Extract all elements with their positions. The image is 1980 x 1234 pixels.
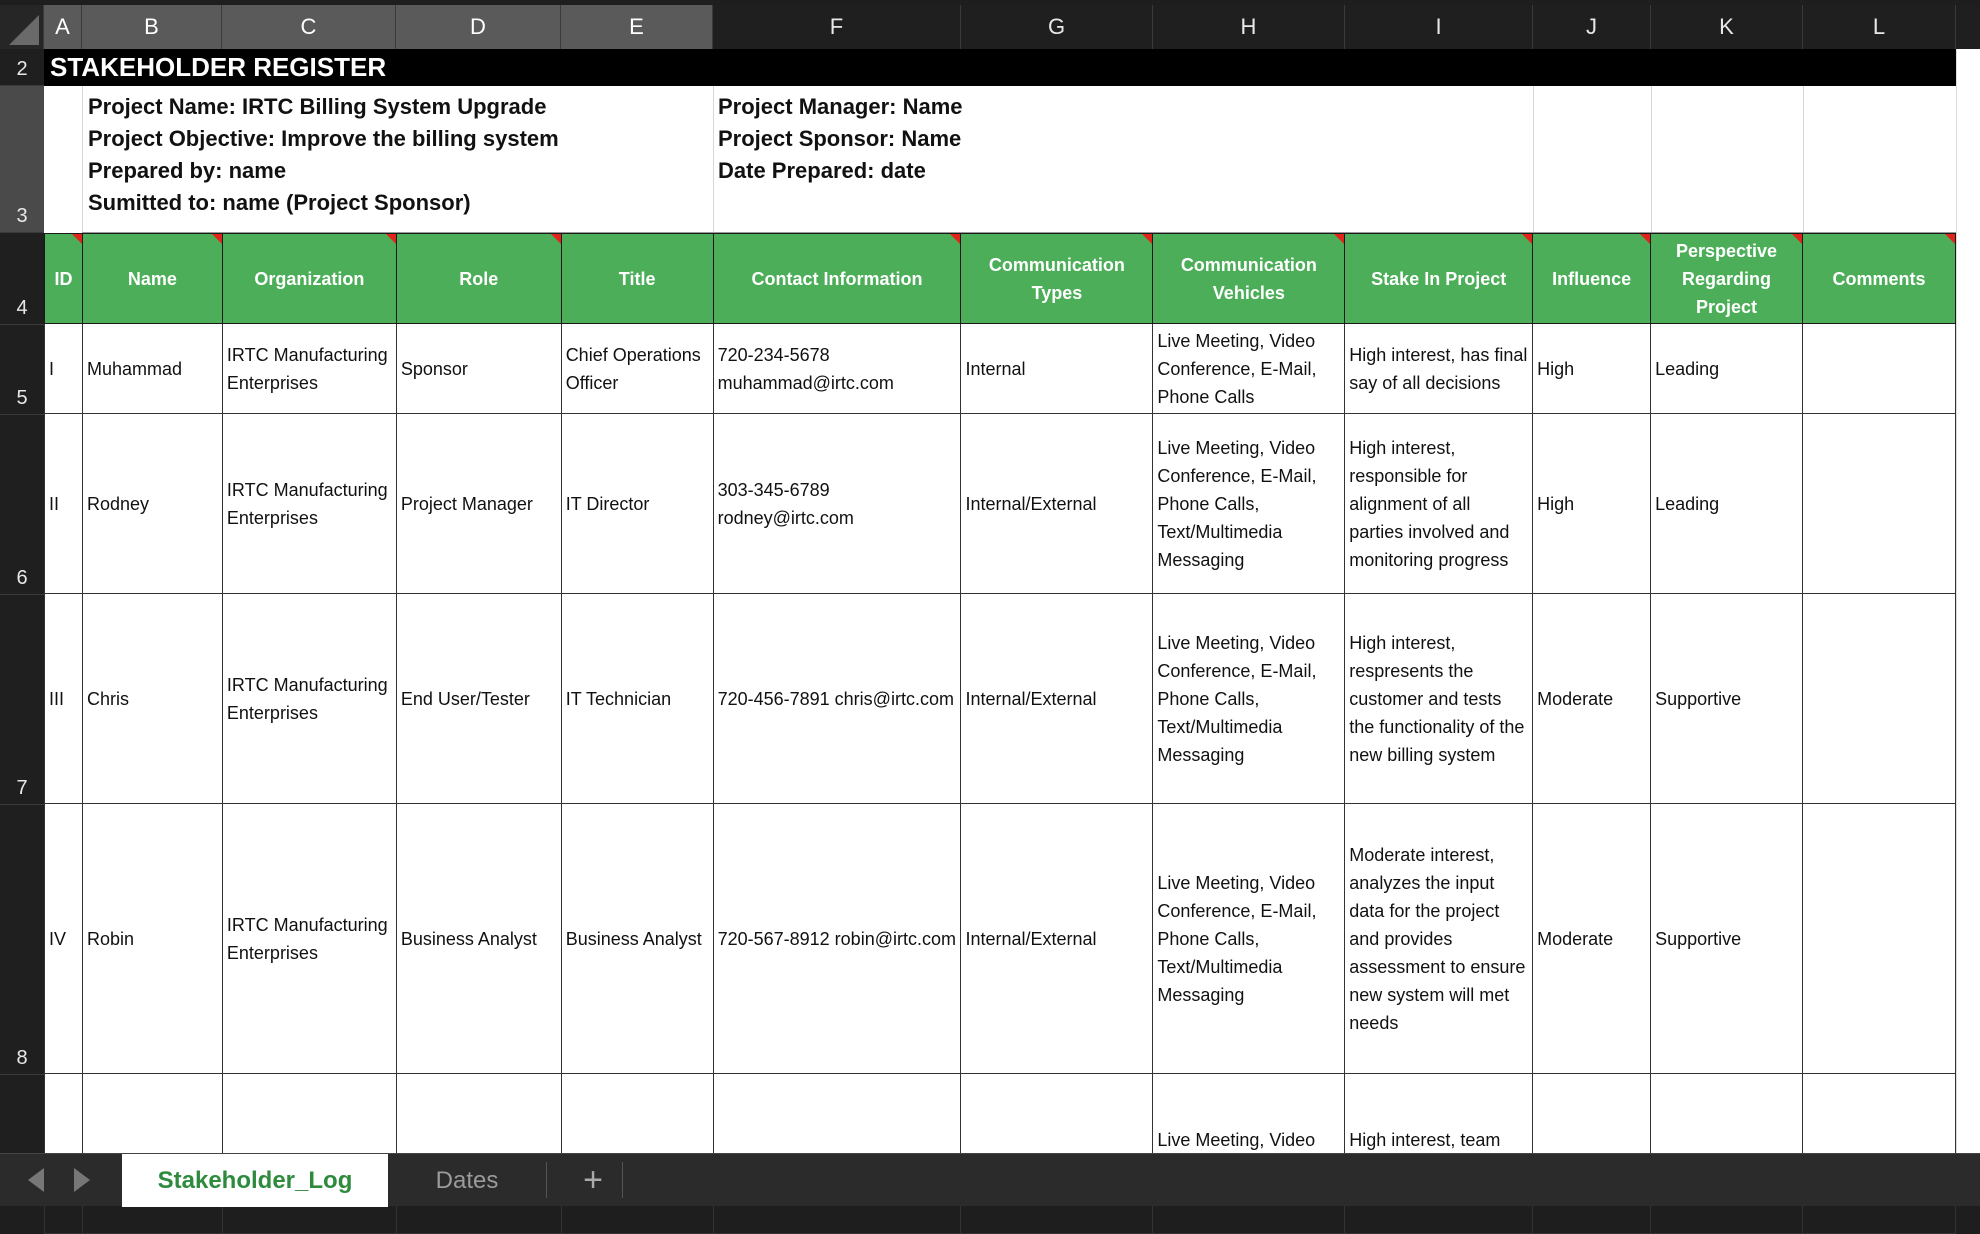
sheet-title[interactable]: STAKEHOLDER REGISTER [44,49,1956,86]
comment-flag-icon[interactable] [72,234,82,244]
cell-name[interactable]: Robin [82,804,222,1074]
cell-organization[interactable]: IRTC Manufacturing Enterprises [222,324,396,414]
cell-comments[interactable] [1802,414,1955,594]
header-cell-perspective[interactable]: Perspective Regarding Project [1651,234,1803,324]
cell-title[interactable]: Chief Operations Officer [561,324,713,414]
cell-comm-vehicles[interactable]: Live Meeting, Video Conference, E-Mail, Phone Calls [1153,324,1345,414]
col-header-l[interactable]: L [1803,5,1956,49]
cell-perspective[interactable]: Supportive [1651,594,1803,804]
col-header-k[interactable]: K [1651,5,1803,49]
row-header-2[interactable]: 2 [0,49,44,86]
cell-stake[interactable]: High interest, has final say of all decisions [1345,324,1533,414]
project-info-right[interactable] [718,91,963,187]
cell-comm-vehicles[interactable]: Live Meeting, Video Conference, E-Mail, Phone Calls, Text/Multimedia Messaging [1153,414,1345,594]
cell-comm-types[interactable]: Internal/External [961,594,1153,804]
comment-flag-icon[interactable] [1792,234,1802,244]
comment-flag-icon[interactable] [551,234,561,244]
comment-flag-icon[interactable] [1640,234,1650,244]
cell-influence[interactable]: High [1533,324,1651,414]
col-header-j[interactable]: J [1533,5,1651,49]
table-row [45,324,1956,414]
cell-stake[interactable]: High interest, respresents the customer and tests the functionality of the new billing system [1345,594,1533,804]
cell-contact[interactable]: 720-234-5678 muhammad@irtc.com [713,324,961,414]
header-cell-id[interactable]: ID [45,234,83,324]
cell-comm-vehicles[interactable]: Live Meeting, Video Conference, E-Mail, Phone Calls, Text/Multimedia Messaging [1153,804,1345,1074]
col-header-f[interactable]: F [713,5,961,49]
comment-flag-icon[interactable] [950,234,960,244]
cell-name[interactable]: Rodney [82,414,222,594]
cell-comments[interactable] [1802,804,1955,1074]
header-cell-stake[interactable]: Stake In Project [1345,234,1533,324]
table-header-row [45,234,1956,324]
submitted-to-text: Sumitted to: name (Project Sponsor) [88,190,471,215]
cell-name[interactable]: Chris [82,594,222,804]
row-header-9[interactable] [0,1075,44,1153]
cell-role[interactable]: End User/Tester [396,594,561,804]
header-cell-name[interactable]: Name [82,234,222,324]
cell-role[interactable]: Project Manager [396,414,561,594]
header-cell-comm-vehicles[interactable]: Communication Vehicles [1153,234,1345,324]
col-header-g[interactable]: G [961,5,1153,49]
cell-role[interactable]: Sponsor [396,324,561,414]
tab-stakeholder-log[interactable]: Stakeholder_Log [122,1154,388,1207]
row-header-5[interactable]: 5 [0,325,44,415]
cell-perspective[interactable]: Supportive [1651,804,1803,1074]
header-cell-title[interactable]: Title [561,234,713,324]
cell-contact[interactable]: 720-456-7891 chris@irtc.com [713,594,961,804]
project-info-left[interactable] [88,91,559,219]
worksheet-grid[interactable] [44,49,1956,1153]
cell-contact[interactable]: 720-567-8912 robin@irtc.com [713,804,961,1074]
cell-id[interactable]: III [45,594,83,804]
col-header-b[interactable]: B [82,5,222,49]
date-prepared-text: Date Prepared: date [718,158,926,183]
stakeholder-table [44,233,1956,1234]
cell-role[interactable]: Business Analyst [396,804,561,1074]
select-all-corner[interactable] [0,5,44,49]
project-manager-text: Project Manager: Name [718,94,963,119]
cell-comments[interactable] [1802,594,1955,804]
project-name-text: Project Name: IRTC Billing System Upgrade [88,94,547,119]
col-header-e[interactable]: E [561,5,713,49]
cell-stake[interactable]: Moderate interest, analyzes the input data for the project and provides assessment to ensure new system will met needs [1345,804,1533,1074]
sheet-right-margin [1956,49,1980,1153]
header-cell-influence[interactable]: Influence [1533,234,1651,324]
cell-comments[interactable] [1802,324,1955,414]
cell-perspective[interactable]: Leading [1651,324,1803,414]
add-sheet-icon[interactable]: + [583,1161,603,1199]
cell-perspective[interactable]: Leading [1651,414,1803,594]
cell-title[interactable]: Business Analyst [561,804,713,1074]
comment-flag-icon[interactable] [1945,234,1955,244]
table-row [45,804,1956,1074]
table-row [45,594,1956,804]
comment-flag-icon[interactable] [212,234,222,244]
row-header-4[interactable]: 4 [0,233,44,325]
cell-id[interactable]: I [45,324,83,414]
header-cell-comments[interactable]: Comments [1802,234,1955,324]
header-cell-comm-types[interactable]: Communication Types [961,234,1153,324]
cell-id[interactable]: IV [45,804,83,1074]
cell-influence[interactable]: Moderate [1533,594,1651,804]
tab-scroll-right-icon[interactable] [74,1168,90,1192]
cell-stake[interactable]: High interest, team [1345,1074,1533,1234]
table-row [45,414,1956,594]
col-header-c[interactable]: C [222,5,396,49]
cell-title[interactable]: IT Technician [561,594,713,804]
row-header-7[interactable]: 7 [0,595,44,805]
cell-organization[interactable]: IRTC Manufacturing Enterprises [222,804,396,1074]
col-header-d[interactable]: D [396,5,561,49]
comment-flag-icon[interactable] [1522,234,1532,244]
cell-contact[interactable]: 303-345-6789 rodney@irtc.com [713,414,961,594]
project-objective-text: Project Objective: Improve the billing system [88,126,559,151]
cell-comm-types[interactable]: Internal [961,324,1153,414]
comment-flag-icon[interactable] [386,234,396,244]
tab-scroll-left-icon[interactable] [28,1168,44,1192]
tab-dates[interactable]: Dates [435,1166,499,1194]
cell-influence[interactable]: Moderate [1533,804,1651,1074]
cell-organization[interactable]: IRTC Manufacturing Enterprises [222,594,396,804]
prepared-by-text: Prepared by: name [88,158,287,183]
header-cell-organization[interactable]: Organization [222,234,396,324]
col-header-a[interactable]: A [44,5,82,49]
header-cell-role[interactable]: Role [396,234,561,324]
row-header-6[interactable]: 6 [0,415,44,595]
sheet-tab-bar [0,1153,1980,1206]
column-header-bar [0,5,1980,49]
cell-title[interactable]: IT Director [561,414,713,594]
cell-comm-vehicles[interactable]: Live Meeting, Video [1153,1074,1345,1234]
cell-influence[interactable]: High [1533,414,1651,594]
cell-comm-types[interactable]: Internal/External [961,804,1153,1074]
cell-comm-vehicles[interactable]: Live Meeting, Video Conference, E-Mail, Phone Calls, Text/Multimedia Messaging [1153,594,1345,804]
cell-name[interactable]: Muhammad [82,324,222,414]
project-sponsor-text: Project Sponsor: Name [718,126,962,151]
comment-flag-icon[interactable] [1142,234,1152,244]
cell-organization[interactable]: IRTC Manufacturing Enterprises [222,414,396,594]
row-header-3[interactable]: 3 [0,86,44,233]
col-header-h[interactable]: H [1153,5,1345,49]
header-cell-contact[interactable]: Contact Information [713,234,961,324]
comment-flag-icon[interactable] [1334,234,1344,244]
col-header-i[interactable]: I [1345,5,1533,49]
cell-id[interactable]: II [45,414,83,594]
cell-comm-types[interactable]: Internal/External [961,414,1153,594]
row-header-8[interactable]: 8 [0,805,44,1075]
cell-stake[interactable]: High interest, responsible for alignment of all parties involved and monitoring progress [1345,414,1533,594]
